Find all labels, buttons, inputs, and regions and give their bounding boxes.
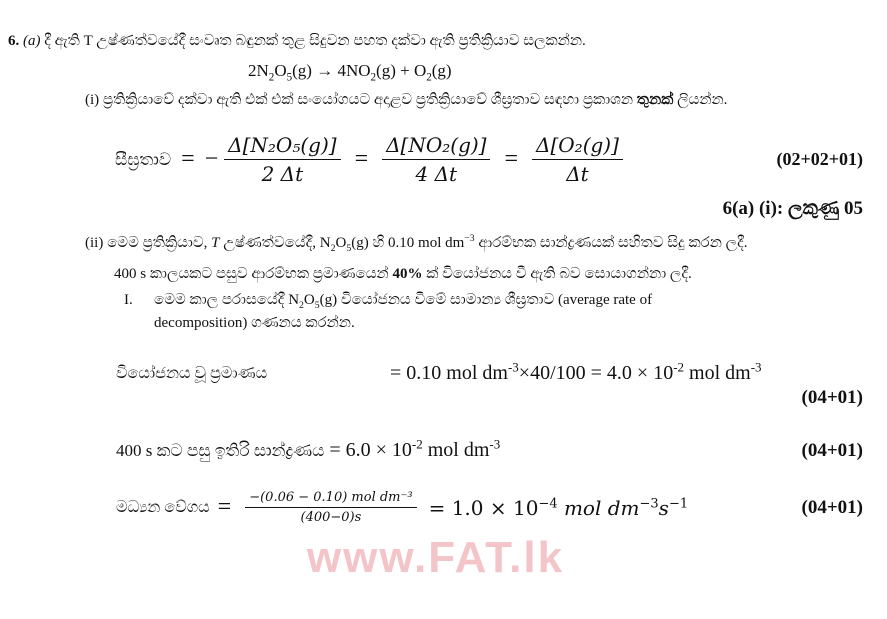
prompt-bold: තුනක් [636,91,674,108]
rate-expression [115,133,762,186]
eq-text: 2N [248,60,269,80]
eq-sub: 2 [370,70,377,83]
denominator: 2 Δt [261,162,304,186]
answer-line [116,359,863,385]
sub-label: I. [124,292,133,308]
sup: −1 [668,495,689,511]
sup: -3 [489,436,501,452]
marks: (04+01) [801,496,863,518]
answer-label: වියෝජනය වූ ප්‍රමාණය [116,364,268,382]
text: = 6.0 × 10 [329,439,412,461]
answer-label: මධ්‍යන වේගය [116,498,210,516]
part-label: (i) [85,91,100,108]
sub: 2 [330,243,336,254]
reaction-equation [248,61,863,81]
sub-question-I [124,289,863,334]
numerator: −(0.06 − 0.10) mol dm⁻³ [245,490,416,508]
mean-rate-fraction [245,490,416,525]
marks: (04+01) [801,439,863,461]
marks: (02+02+01) [776,149,863,169]
eq-sub: 5 [286,70,293,83]
numerator: Δ[N₂O₅(g)] [224,133,340,160]
prompt-text: ලියන්න. [677,91,728,108]
text: T [211,235,220,251]
marks-total: 6(a) (i): ලකුණු 05 [722,198,863,219]
answer-remaining [116,436,788,462]
percent: 40% [392,265,423,282]
text: ආරම්භක සාන්ද්‍රණයක් සහිතව සිදු කරන ලදී. [478,235,748,251]
answer-mean-rate [116,490,788,525]
numerator: Δ[O₂(g)] [532,133,623,160]
minus: − [204,146,219,172]
sub-question-I-cont: decomposition) ගණනය කරන්න. [154,314,355,331]
text: O [303,292,315,308]
eq-sub: 2 [268,70,275,83]
part-ii-line2 [114,263,863,286]
sup: −3 [639,495,659,511]
question-header [8,30,863,53]
text: mol dm [684,362,751,384]
rate-label: සීඝ්‍රතාව [115,149,172,169]
mean-rate-result [429,496,689,520]
arrow-icon: → [316,60,334,80]
sup: -2 [411,436,423,452]
answer-expression [390,359,762,385]
text: mol dm [422,439,490,461]
marks: (04+01) [801,387,863,408]
fraction-o2 [532,133,623,186]
text: මෙම කාල පරාසයේදී N [154,292,300,308]
equals: = [217,494,232,520]
watermark: www.FAT.lk [306,533,565,582]
sup: −4 [538,495,558,511]
denominator: (400−0)s [300,510,362,525]
text: උෂ්ණත්වයේදී, N [223,235,331,251]
equals: = [181,146,195,172]
eq-text: 4NO [337,60,371,80]
text: ක් වියෝජනය වී ඇති බව සොයාගන්නා ලදී. [426,265,692,282]
eq-sub: 2 [426,70,432,83]
sup: -3 [750,359,762,375]
sub: 2 [299,300,304,311]
prompt-text: ප්‍රතික්‍රියාවේ දක්වා ඇති එක් එක් සංයෝගයට අදාළව ප්‍රතික්‍රියාවේ ශීඝ්‍රතාව සඳහා ප්‍රකාශන [102,91,634,108]
equals: = [354,146,369,172]
eq-text: (g) [292,60,312,80]
eq-text: O [274,60,287,80]
answer-mean-rate-row [116,490,863,525]
text: මෙම ප්‍රතික්‍රියාව, [107,235,208,251]
numerator: Δ[NO₂(g)] [382,133,490,160]
answer-decomposed [116,359,863,409]
text: 400 s කාලයකට පසුව ආරම්භක ප්‍රමාණයෙන් [114,265,389,282]
text: O [335,235,347,251]
eq-text: (g) + O [376,60,427,80]
sup: -2 [673,359,685,375]
rate-expression-row [115,133,863,186]
part-ii-line1 [85,232,863,255]
text: ×40/100 = 4.0 × 10 [518,362,674,384]
fraction-n2o5 [224,133,340,186]
part-i-prompt [85,89,863,112]
text: mol dm [557,495,640,520]
text: (g) වියෝජනය වීමේ සාමාන්‍ය ශීඝ්‍රතාව (average rate of [319,292,653,308]
eq-text: (g) [431,60,452,80]
answer-label: 400 s කට පසු ඉතිරි සාන්ද්‍රණය [116,441,325,460]
fraction-no2 [382,133,490,186]
text: = 1.0 × 10 [428,495,539,520]
denominator: Δt [566,162,589,186]
sub: 5 [314,300,320,311]
part-label: (ii) [85,235,104,251]
text: (g) හි 0.10 mol dm [351,235,465,251]
answer-remaining-row [116,436,863,462]
denominator: 4 Δt [415,162,458,186]
sub: 5 [346,243,352,254]
sup: -3 [507,359,519,375]
text: = 0.10 mol dm [390,362,508,384]
question-part: (a) [23,33,41,49]
equals: = [504,146,519,172]
question-number: 6. [8,33,20,49]
question-intro: දී ඇති T උෂ්ණත්වයේදී සංවෘත බඳුනක් තුළ සිදුවන පහත දක්වා ඇති ප්‍රතික්‍රියාව සලකන්න. [44,33,586,49]
sup: −3 [464,233,475,244]
text: s [658,495,669,520]
